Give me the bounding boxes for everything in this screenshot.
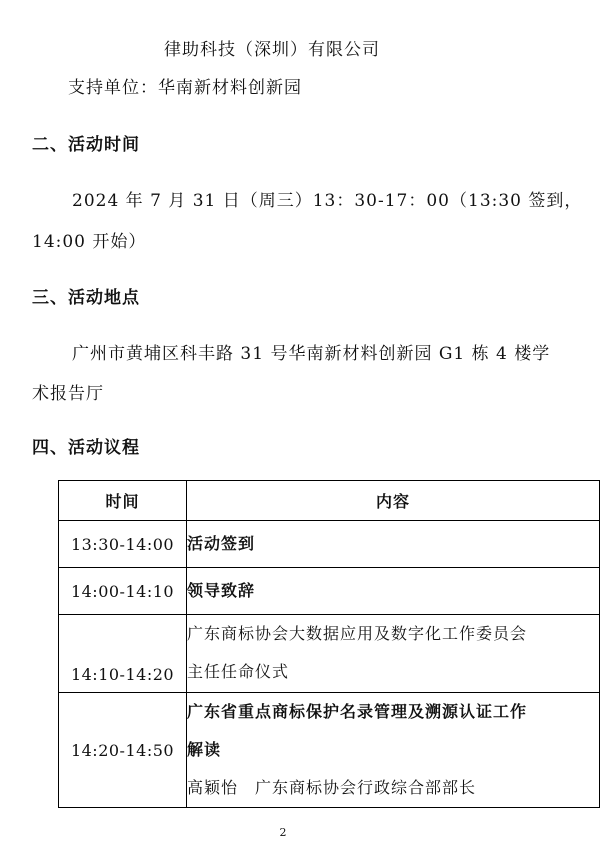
agenda-content [187, 521, 600, 568]
agenda-item-title: 领导致辞 [187, 581, 256, 600]
agenda-item-text: 广东商标协会大数据应用及数字化工作委员会 [187, 624, 528, 643]
time-line-1: 2024 年 7 月 31 日（周三）13：30-17：00（13:30 签到， [72, 191, 583, 211]
location-line-2: 术报告厅 [32, 384, 104, 404]
table-row [59, 615, 600, 693]
table-row [59, 693, 600, 808]
agenda-item-speaker: 高颖怡 广东商标协会行政综合部部长 [187, 778, 477, 797]
agenda-item-text: 主任任命仪式 [187, 662, 290, 681]
agenda-table [58, 480, 600, 808]
agenda-content [187, 615, 600, 693]
agenda-content [187, 693, 600, 808]
agenda-time: 14:20-14:50 [59, 693, 187, 808]
support-unit-line: 支持单位：华南新材料创新园 [68, 78, 302, 98]
agenda-header-row [59, 481, 600, 521]
section-heading-agenda: 四、活动议程 [32, 438, 140, 458]
agenda-time: 14:00-14:10 [59, 568, 187, 615]
agenda-content [187, 568, 600, 615]
section-heading-time: 二、活动时间 [32, 135, 140, 155]
agenda-item-title: 活动签到 [187, 534, 256, 553]
table-row [59, 568, 600, 615]
agenda-time: 14:10-14:20 [59, 615, 187, 693]
section-heading-location: 三、活动地点 [32, 288, 140, 308]
agenda-time: 13:30-14:00 [59, 521, 187, 568]
location-line-1: 广州市黄埔区科丰路 31 号华南新材料创新园 G1 栋 4 楼学 [72, 344, 551, 364]
agenda-item-title: 解读 [187, 740, 222, 759]
table-row [59, 521, 600, 568]
agenda-item-title: 广东省重点商标保护名录管理及溯源认证工作 [187, 702, 528, 721]
organizer-line: 律助科技（深圳）有限公司 [164, 40, 380, 60]
agenda-header-content: 内容 [187, 481, 600, 521]
agenda-header-time: 时间 [59, 481, 187, 521]
page-number: 2 [279, 826, 287, 839]
time-line-2: 14:00 开始） [32, 232, 147, 252]
